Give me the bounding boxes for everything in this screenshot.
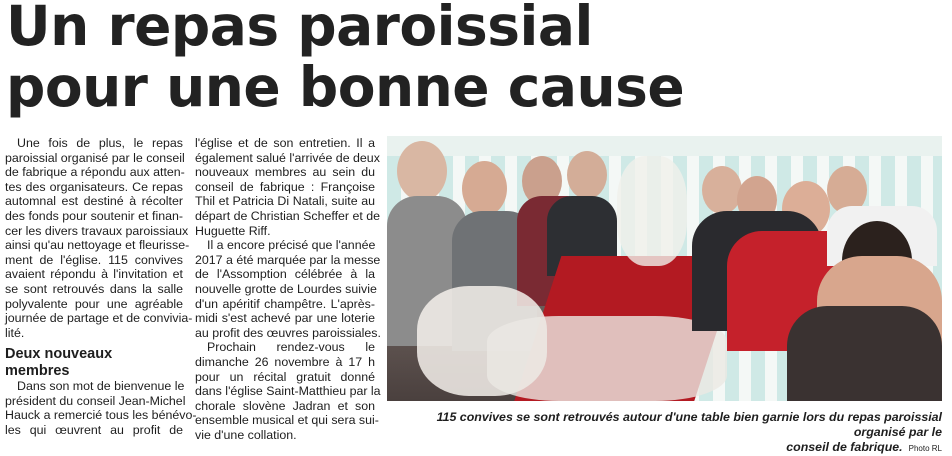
text-line: automnal est destiné à récolter — [5, 194, 183, 209]
text-line: de l'Assomption célébrée à la — [195, 267, 375, 282]
caption-line: conseil de fabrique. — [786, 440, 903, 454]
text-line: paroissial organisé par le conseil — [5, 150, 185, 165]
text-line: Prochain rendez-vous le — [207, 340, 375, 355]
text-line: Dans son mot de bienvenue le — [17, 379, 185, 394]
text-line: Huguette Riff. — [195, 223, 271, 238]
text-line: de fabrique a répondu aux atten- — [5, 165, 185, 180]
photo-credit: Photo RL — [908, 444, 942, 453]
text-line: chorale slovène Jadran et son — [195, 398, 375, 413]
text-line: se sont retrouvés dans la salle — [5, 281, 183, 296]
subheading-line: Deux nouveaux — [5, 346, 113, 363]
text-line: dimanche 26 novembre à 17 h — [195, 354, 375, 369]
caption-line: 115 convives se sont retrouvés autour d'une table bien garnie lors du repas paroissial organisé par le — [436, 410, 942, 439]
text-line: au profit des œuvres paroissiales. — [195, 325, 381, 340]
text-line: Une fois de plus, le repas — [17, 136, 183, 150]
text-line: l'église et de son entretien. Il a — [195, 136, 375, 150]
article-column-2 — [195, 136, 381, 442]
text-line: tes des organisateurs. Ce repas — [5, 179, 183, 194]
text-line: avaient répondu à l'invitation et — [5, 267, 183, 282]
subheading-line: membres — [5, 362, 70, 379]
text-line: président du conseil Jean-Michel — [5, 393, 186, 408]
paragraph — [195, 238, 381, 340]
text-line: départ de Christian Scheffer et de — [195, 208, 381, 223]
text-line: ensemble musical et qui sera sui- — [195, 413, 379, 428]
text-line: les qui œuvrent au profit de — [5, 422, 183, 437]
article-photo — [387, 136, 942, 401]
photo-caption — [386, 410, 942, 456]
text-line: Thil et Patricia Di Natali, suite au — [195, 194, 375, 209]
paragraph — [195, 340, 381, 442]
paragraph — [195, 136, 381, 238]
text-line: 2017 a été marquée par la messe — [195, 252, 381, 267]
text-line: conseil de fabrique : Françoise — [195, 179, 375, 194]
text-line: pour un récital gratuit donné — [195, 369, 375, 384]
paragraph — [5, 379, 197, 437]
text-line: nouveaux membres au sein du — [195, 165, 375, 180]
text-line: ainsi qu'au nettoyage et fleurisse- — [5, 238, 190, 253]
text-line: Il a encore précisé que l'année — [207, 238, 376, 253]
subheading — [5, 346, 183, 379]
headline — [6, 0, 684, 118]
article-column-1 — [5, 136, 197, 438]
headline-line: Un repas paroissial — [6, 0, 593, 58]
text-line: journée de partage et de convivia- — [5, 311, 193, 326]
text-line: Hauck a remercié tous les bénévo- — [5, 408, 197, 423]
text-line: vie d'une collation. — [195, 427, 297, 442]
paragraph — [5, 136, 193, 340]
headline-line: pour une bonne cause — [6, 55, 685, 119]
text-line: des fonds pour soutenir et finan- — [5, 208, 183, 223]
text-line: dans l'église Saint-Matthieu par la — [195, 384, 381, 399]
text-line: ment de l'église. 115 convives — [5, 252, 183, 267]
text-line: nouvelle grotte de Lourdes suivie — [195, 281, 377, 296]
text-line: cer les divers travaux paroissiaux — [5, 223, 189, 238]
text-line: polyvalente pour une agréable — [5, 296, 183, 311]
text-line: d'un apéritif champêtre. L'après- — [195, 296, 375, 311]
text-line: lité. — [5, 325, 25, 340]
text-line: midi s'est achevé par une loterie — [195, 311, 375, 326]
text-line: également salué l'arrivée de deux — [195, 150, 380, 165]
